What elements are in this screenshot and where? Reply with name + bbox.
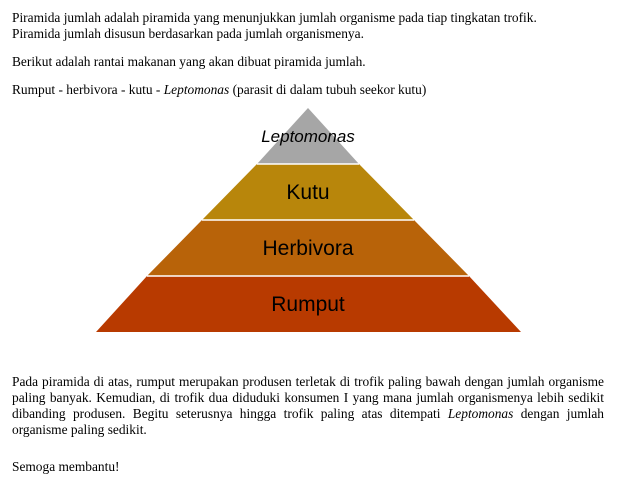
food-chain-suffix: (parasit di dalam tubuh seekor kutu) — [229, 82, 427, 97]
intro-line-2: Piramida jumlah disusun berdasarkan pada jumlah organismenya. — [12, 26, 364, 41]
explanation-part-2: dengan jumlah organisme paling sedikit. — [12, 406, 604, 437]
pyramid-label-leptomonas: Leptomonas — [261, 127, 355, 146]
pyramid-label-rumput: Rumput — [271, 293, 345, 316]
pyramid-label-herbivora: Herbivora — [262, 237, 354, 260]
explanation-part-1: Pada piramida di atas, rumput merupakan produsen terletak di trofik paling bawah dengan jumlah organisme paling banyak. Kemudian, di trofik dua diduduki konsumen I yang mana jumlah organismenya lebih sedikit dibanding produsen. Begitu seterusnya hingga trofik paling atas ditempati — [12, 374, 604, 421]
food-chain-intro: Berikut adalah rantai makanan yang akan dibuat piramida jumlah. — [12, 54, 366, 69]
intro-line-1: Piramida jumlah adalah piramida yang menunjukkan jumlah organisme pada tiap tingkatan trofik. — [12, 10, 537, 25]
explanation-paragraph — [12, 374, 604, 438]
food-chain-parasite: Leptomonas — [163, 82, 230, 97]
explanation-italic: Leptomonas — [447, 406, 514, 421]
pyramid-label-kutu: Kutu — [286, 181, 330, 204]
food-chain-prefix: Rumput - herbivora - kutu - — [12, 82, 164, 97]
closing-text: Semoga membantu! — [12, 459, 120, 474]
